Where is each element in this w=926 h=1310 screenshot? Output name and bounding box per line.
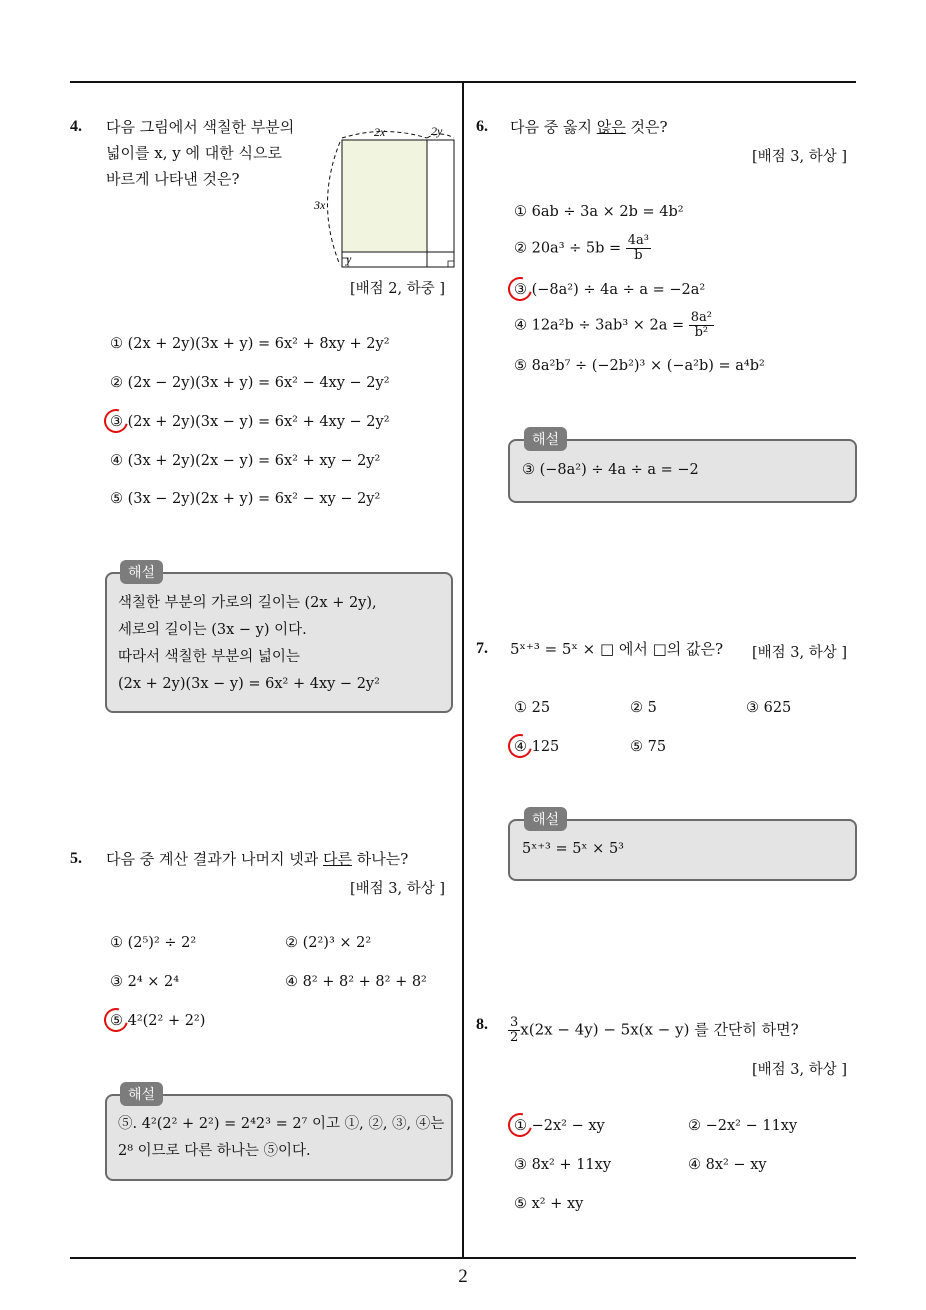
q6-points: [배점 3, 하상 ] [752,149,848,165]
q7-option-5[interactable]: ⑤ 75 [630,739,667,755]
q8-option-4[interactable]: ④ 8x² − xy [688,1157,767,1173]
q4-points: [배점 2, 하중 ] [350,281,446,297]
q4-option-3[interactable]: ③ (2x + 2y)(3x − y) = 6x² + 4xy − 2y² [110,414,390,430]
q6-option-2[interactable]: ② 20a³ ÷ 5b = $\frac{\text{4a³}}{b}$ [514,233,649,263]
q6-option-4-fraction: $\frac{\text{8a²}}{\text{b²}}$ [690,310,712,340]
q7-points: [배점 3, 하상 ] [752,645,848,661]
q4-solution-text: 색칠한 부분의 가로의 길이는 (2x + 2y), 세로의 길이는 (3x − y) 이다. 따라서 색칠한 부분의 넓이는 (2x + 2y)(3x − y) = 6x² + 4xy − 2y² [118,595,380,692]
q6-option-3[interactable]: ③ (−8a²) ÷ 4a ÷ a = −2a² [514,282,706,298]
q8-stem-fraction: $\frac{3}{2}$ [510,1015,519,1045]
q7-stem: 5ˣ⁺³ = 5ˣ × □ 에서 □의 값은? [510,640,724,658]
q8-option-5[interactable]: ⑤ x² + xy [514,1196,584,1212]
q4-stem: 다음 그림에서 색칠한 부분의 넓이를 x, y 에 대한 식으로 바르게 나타낸 것은? [106,118,295,188]
q7-option-2[interactable]: ② 5 [630,700,657,716]
q6-solution-text: ③ (−8a²) ÷ 4a ÷ a = −2 [522,462,699,478]
q4-option-4[interactable]: ④ (3x + 2y)(2x − y) = 6x² + xy − 2y² [110,453,381,469]
q5-option-1[interactable]: ① (2⁵)² ÷ 2² [110,935,197,951]
q6-solution-tag: 해설 [524,427,567,451]
q8-option-3[interactable]: ③ 8x² + 11xy [514,1157,612,1173]
q4-solution-tag: 해설 [120,560,163,584]
q4-option-2[interactable]: ② (2x − 2y)(3x + y) = 6x² − 4xy − 2y² [110,375,390,391]
q5-option-3[interactable]: ③ 2⁴ × 2⁴ [110,974,180,990]
q4-option-5[interactable]: ⑤ (3x − 2y)(2x + y) = 6x² − xy − 2y² [110,491,381,507]
q6-option-4[interactable]: ④ 12a²b ÷ 3ab³ × 2a = $\frac{\text{8a²}}{\text{b²}}$ [514,310,712,340]
q7-answer-mark [504,730,537,763]
q7-solution-tag: 해설 [524,807,567,831]
q6-option-5[interactable]: ⑤ 8a²b⁷ ÷ (−2b²)³ × (−a²b) = a⁴b² [514,358,765,374]
q8-option-1[interactable]: ① −2x² − xy [514,1118,605,1134]
q5-number: 5. [70,850,82,867]
q6-option-1[interactable]: ① 6ab ÷ 3a × 2b = 4b² [514,204,684,220]
q5-answer-mark [100,1004,133,1037]
q5-points: [배점 3, 하상 ] [350,881,446,897]
q5-solution-tag: 해설 [120,1082,163,1106]
q6-stem: 다음 중 옳지 않은 것은? [510,118,668,136]
q4-number: 4. [70,118,82,135]
q8-stem: $\frac{3}{2}$ x(2x − 4y) − 5x(x − y) 를 간단히 하면? [510,1015,799,1045]
q4-answer-mark [100,405,133,438]
q7-number: 7. [476,640,488,657]
figure-label-2x: 2x [374,125,386,139]
shaded-region [342,140,427,252]
q4-option-1[interactable]: ① (2x + 2y)(3x + y) = 6x² + 8xy + 2y² [110,336,390,352]
column-divider [462,83,464,1259]
q8-answer-mark [504,1109,537,1142]
q5-option-2[interactable]: ② (2²)³ × 2² [285,935,372,951]
q6-option-2-fraction: $\frac{\text{4a³}}{b}$ [627,233,649,263]
figure-label-3x: 3x [314,198,326,212]
q8-option-2[interactable]: ② −2x² − 11xy [688,1118,798,1134]
page-number: 2 [458,1266,468,1287]
q5-option-5[interactable]: ⑤ 4²(2² + 2²) [110,1013,206,1029]
q7-solution-text: 5ˣ⁺³ = 5ˣ × 5³ [522,841,624,857]
q7-option-4[interactable]: ④ 125 [514,739,560,755]
q5-stem: 다음 중 계산 결과가 나머지 넷과 다른 하나는? [106,850,409,868]
q7-option-1[interactable]: ① 25 [514,700,551,716]
q4-figure [310,120,460,275]
q8-number: 8. [476,1016,488,1033]
figure-label-y: y [346,252,352,266]
q5-solution-text: ⑤. 4²(2² + 2²) = 2⁴2³ = 2⁷ 이고 ①, ②, ③, ④는 2⁸ 이므로 다른 하나는 ⑤이다. [118,1116,445,1159]
figure-label-2y: 2y [431,124,443,138]
q6-answer-mark [504,273,537,306]
q8-points: [배점 3, 하상 ] [752,1062,848,1078]
q7-option-3[interactable]: ③ 625 [746,700,792,716]
q6-number: 6. [476,118,488,135]
q5-option-4[interactable]: ④ 8² + 8² + 8² + 8² [285,974,427,990]
